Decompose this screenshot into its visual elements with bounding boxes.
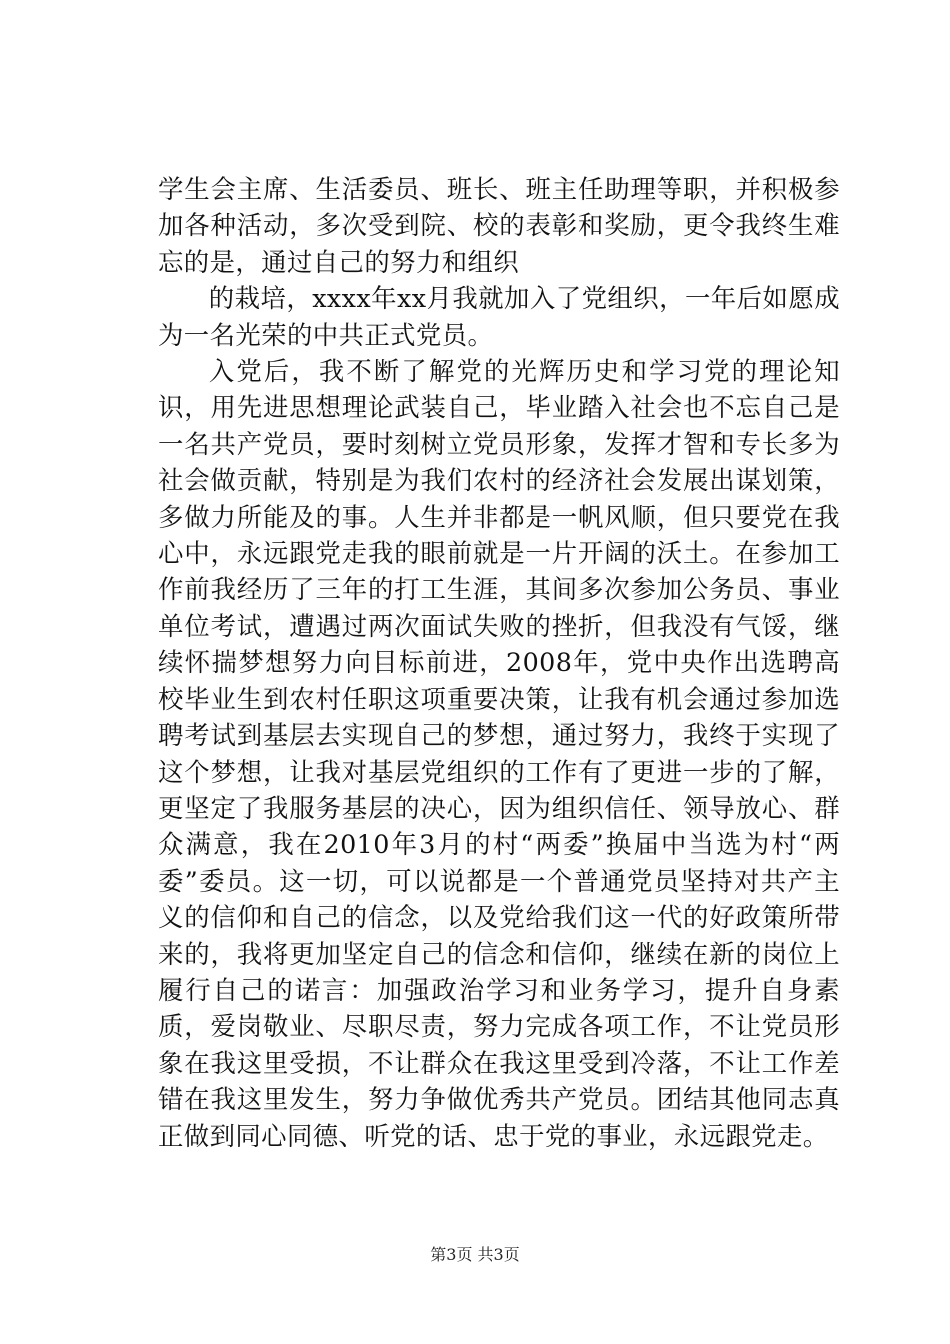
paragraph-after-joining: 入党后，我不断了解党的光辉历史和学习党的理论知识，用先进思想理论武装自己，毕业踏入社会也不忘自己是一名共产党员，要时刻树立党员形象，发挥才智和专长多为社会做贡献，特别是为我们农村的经济社会发展出谋划策，多做力所能及的事。人生并非都是一帆风顺，但只要党在我心中，永远跟党走我的眼前就是一片开阔的沃土。在参加工作前我经历了三年的打工生涯，其间多次参加公务员、事业单位考试，遭遇过两次面试失败的挫折，但我没有气馁，继续怀揣梦想努力向目标前进，2008年，党中央作出选聘高校毕业生到农村任职这项重要决策，让我有机会通过参加选聘考试到基层去实现自己的梦想，通过努力，我终于实现了这个梦想，让我对基层党组织的工作有了更进一步的了解，更坚定了我服务基层的决心，因为组织信任、领导放心、群众满意，我在2010年3月的村“两委”换届中当选为村“两委”委员。这一切，可以说都是一个普通党员坚持对共产主义的信仰和自己的信念，以及党给我们这一代的好政策所带来的，我将更加坚定自己的信念和信仰，继续在新的岗位上履行自己的诺言：加强政治学习和业务学习，提升自身素质，爱岗敬业、尽职尽责，努力完成各项工作，不让党员形象在我这里受损，不让群众在我这里受到冷落，不让工作差错在我这里发生，努力争做优秀共产党员。团结其他同志真正做到同心同德、听党的话、忠于党的事业，永远跟党走。 bbox=[158, 356, 840, 1151]
page-number-footer: 第3页 共3页 bbox=[430, 1245, 520, 1264]
document-body bbox=[158, 171, 840, 1154]
paragraph-party-admission: 的栽培，xxxx年xx月我就加入了党组织，一年后如愿成为一名光荣的中共正式党员。 bbox=[158, 283, 840, 350]
paragraph-continued: 学生会主席、生活委员、班长、班主任助理等职，并积极参加各种活动，多次受到院、校的表彰和奖励，更令我终生难忘的是，通过自己的努力和组织 bbox=[158, 174, 840, 277]
